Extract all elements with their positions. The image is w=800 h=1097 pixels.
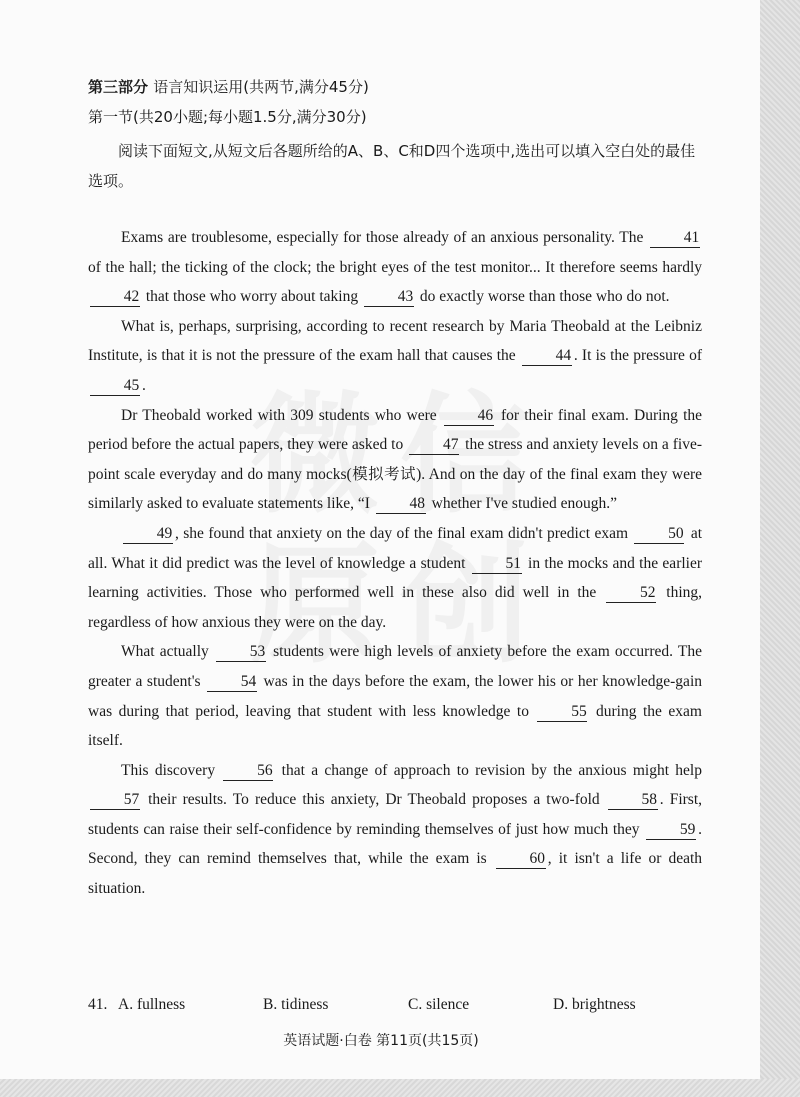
blank-41: 41 [650, 229, 700, 248]
option-a: A. fullness [118, 996, 186, 1013]
page-footer: 英语试题·白卷 第11页(共15页) [283, 1033, 479, 1049]
blank-52: 52 [606, 584, 656, 603]
blank-44: 44 [522, 347, 572, 366]
paragraph-2: What is, perhaps, surprising, according to recent research by Maria Theobald at the Leibniz Institute, is that it is not the pressure of the exam hall that causes the 44 . It is the pressure of 45 . [88, 317, 702, 394]
paragraph-3: Dr Theobald worked with 309 students who were 46 for their final exam. During the period before the actual papers, they were asked to 47 the stress and anxiety levels on a five-point scale everyday and do many mocks(模拟考试). And on the day of the final exam they were similarly asked to evaluate statements like, “I 48 whether I've studied enough.” [88, 406, 703, 513]
paragraph-4: 49 , she found that anxiety on the day of the final exam didn't predict exam 50 at all. What it did predict was the level of knowledge a student 51 in the mocks and the earlier learning activities. Those who performed well in these also did well in the 52 thing, regardless of how anxious they were on the day. [88, 524, 703, 631]
paragraph-6: This discovery 56 that a change of approach to revision by the anxious might help 57 their results. To reduce this anxiety, Dr Theobald proposes a two-fold 58 . First, students can raise their self-confidence by reminding themselves of just how much they 59 . Second, they can remind themselves that, while the exam is 60 , it isn't a life or death situation. [88, 761, 703, 898]
blank-43: 43 [364, 288, 414, 307]
part-title: 第三部分 [88, 78, 149, 96]
blank-55: 55 [537, 703, 587, 722]
cloze-passage [88, 223, 702, 904]
instructions: 阅读下面短文,从短文后各题所给的A、B、C和D四个选项中,选出可以填入空白处的最佳选项。 [88, 142, 696, 190]
option-b: B. tidiness [263, 996, 329, 1013]
part-heading [88, 76, 369, 97]
blank-42: 42 [90, 288, 140, 307]
blank-56: 56 [223, 762, 273, 781]
blank-59: 59 [646, 821, 696, 840]
part-subtitle: 语言知识运用(共两节,满分45分) [153, 78, 369, 96]
question-number: 41. [88, 996, 108, 1013]
blank-51: 51 [472, 555, 522, 574]
blank-58: 58 [608, 791, 658, 810]
blank-46: 46 [444, 407, 494, 426]
paragraph-5: What actually 53 students were high levels of anxiety before the exam occurred. The greater a student's 54 was in the days before the exam, the lower his or her knowledge-gain was during that period, leaving that student with less knowledge to 55 during the exam itself. [88, 643, 703, 750]
blank-49: 49 [123, 525, 173, 544]
paragraph-1: Exams are troublesome, especially for those already of an anxious personality. The 41 of the hall; the ticking of the clock; the bright eyes of the test monitor... It therefore seems hardly 42 that those who worry about taking 43 do exactly worse than those who do not. [88, 229, 702, 306]
option-c: C. silence [408, 996, 470, 1013]
scan-edge-bottom [0, 1079, 800, 1097]
section-heading: 第一节(共20小题;每小题1.5分,满分30分) [88, 108, 367, 126]
blank-50: 50 [634, 525, 684, 544]
blank-48: 48 [376, 495, 426, 514]
blank-47: 47 [409, 436, 459, 455]
blank-45: 45 [90, 377, 140, 396]
option-d: D. brightness [553, 996, 636, 1013]
blank-53: 53 [216, 643, 266, 662]
question-41-options [88, 996, 708, 1014]
scan-edge-right [760, 0, 800, 1097]
blank-54: 54 [207, 673, 257, 692]
blank-60: 60 [496, 850, 546, 869]
blank-57: 57 [90, 791, 140, 810]
